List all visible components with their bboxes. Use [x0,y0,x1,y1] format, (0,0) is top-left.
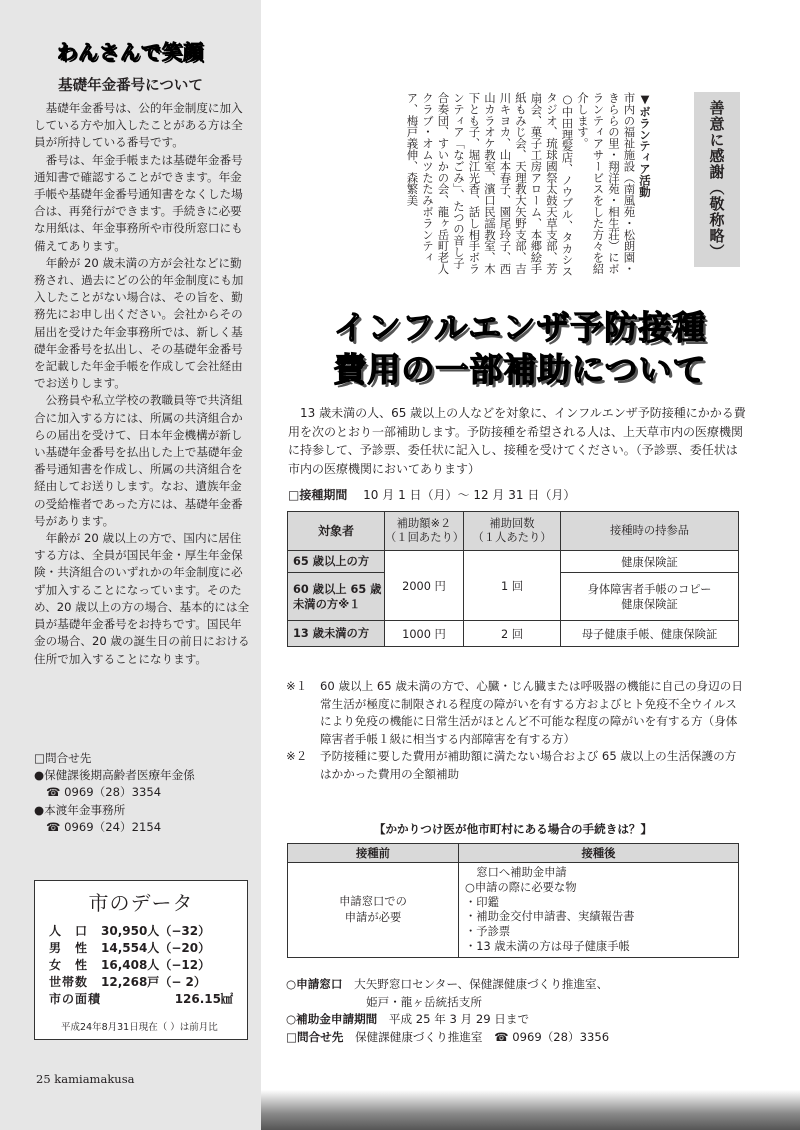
thanks-badge: 善意に感謝（敬称略） [694,92,740,267]
data-change: （−20） [159,941,211,955]
header-before: 接種前 [288,844,459,863]
procedure-after [459,863,739,958]
procedure-before: 申請窓口での 申請が必要 [288,863,459,958]
row-amount: 1000 円 [385,621,464,647]
data-label: 世帯数 [49,975,89,989]
city-data-row [49,957,233,974]
procedure-table-title: 【かかりつけ医が他市町村にある場合の手続きは？】 [373,822,653,836]
contact-org: ●保健課後期高齢者医療年金係 [34,768,195,783]
article-title-line: 費用の一部補助について [333,350,707,389]
article-title-line: インフルエンザ予防接種 [333,308,707,347]
sidebar-column [0,0,261,1130]
row-items: 身体障害者手帳のコピー 健康保険証 [561,573,739,621]
volunteer-heading: ▼ボランティア活動 [638,92,652,198]
footnotes [286,678,746,784]
header-count: 補助回数 （１人あたり） [464,512,561,551]
deadline-label: ○補助金申請期間 [286,1012,378,1027]
data-label: 人 口 [49,924,89,938]
procedure-step: ・補助金交付申請書、実績報告書 [465,910,635,924]
city-data-row [49,991,233,1008]
data-value: 30,950人 [101,924,160,938]
row-items: 母子健康手帳、健康保険証 [561,621,739,647]
footnote-mark: ※２ [286,749,308,764]
article-title [290,307,750,391]
table-row [288,621,739,647]
city-data-box [34,880,248,1040]
city-data-row [49,940,233,957]
sidebar-paragraph: 年齢が 20 歳未満の方が会社などに勤務され、過去にどの公的年金制度にも加入したことがない場合は、その旨を、勤務先にお申し出ください。会社からその届出を受けた年金事務所では、新しく基礎年金番号を払出し、その基礎年金番号を記載した年金手帳を作成して会社経由でお送りします。 [34,255,244,391]
sidebar-body [34,100,250,668]
procedure-table [287,843,739,958]
footnote [286,678,746,748]
vaccination-period [288,486,575,503]
city-data-row [49,974,233,991]
sidebar-paragraph: 公務員や私立学校の教職員等で共済組合に加入する方には、所属の共済組合からの届出を受けて、日本年金機構が新しい基礎年金番号を払出した上で基礎年金番号通知書を作成し、所属の共済組合を経由してお送りします。なお、遺族年金の受給権者であった方には、基礎年金番号があります。 [34,393,243,528]
row-target: 65 歳以上の方 [288,551,385,573]
row-items: 健康保険証 [561,551,739,573]
procedure-step: ・予診票 [465,925,511,939]
bottom-gradient-bar [261,1090,800,1130]
article-contact-row [286,1029,746,1047]
procedure-step: ・13 歳未満の方は母子健康手帳 [465,939,630,953]
sidebar-heading: 基礎年金番号について [58,78,203,94]
data-label: 市の面積 [49,992,102,1006]
header-items: 接種時の持参品 [561,512,739,551]
volunteer-paragraph: 市内の福祉施設（南風苑・松朗園・きららの里・翔洋苑・相生荘）にボランティアサービスをした方々を紹介します。 [576,92,637,275]
data-change: （−32） [159,924,211,938]
footnote-mark: ※１ [286,679,308,693]
data-change: （− 2） [159,975,206,989]
city-data-note: 平成24年8月31日現在（ ）は前月比 [61,1022,218,1033]
header-amount: 補助額※２ （１回あたり） [385,512,464,551]
period-value: 10 月 1 日（月）～ 12 月 31 日（月） [363,488,576,502]
application-office-row [286,976,746,994]
column-title: わんさんで笑顔 [57,40,204,64]
city-data-title: 市のデータ [88,891,194,915]
data-value: 16,408人 [101,958,160,972]
footnote-text: 60 歳以上 65 歳未満の方で、心臓・じん臓または呼吸器の機能に自己の身辺の日常生活が極度に制限される程度の障がいを有する方およびヒト免疫不全ウイルスにより免疫の機能に日常生活がほとんど不可能な程度の障がいを有する方（身体障害者手帳１級に相当する内部障害を有する方） [320,679,743,746]
row-target: 13 歳未満の方 [288,621,385,647]
row-amount: 2000 円 [385,551,464,621]
city-data-row [49,923,233,940]
volunteer-article [312,92,652,278]
table-header-row [288,844,739,863]
table-row [288,863,739,958]
footnote-text: 予防接種に要した費用が補助額に満たない場合および 65 歳以上の生活保護の方はかかった費用の全額補助 [320,749,737,781]
article-contact-label: □問合せ先 [286,1029,344,1044]
city-data-table [49,923,233,1008]
intro-paragraph: 13 歳未満の人、65 歳以上の人などを対象に、インフルエンザ予防接種にかかる費用を次のとおり一部補助します。予防接種を希望される人は、上天草市内の医療機関に持参して、予診票、委任状に記入し、接種を受けてください。（予診票、委任状は市内の医療機関においてあります） [288,406,746,476]
application-office-row2: 姫戸・龍ヶ岳統括支所 [366,994,482,1009]
procedure-step: 窓口へ補助金申請 [465,866,567,879]
sidebar-paragraph: 年齢が 20 歳以上の方で、国内に居住する方は、全員が国民年金・厚生年金保険・共済組合のいずれかの年金制度に必ず加入することになっています。そのため、20 歳以上の方の場合、基本的には全員が基礎年金番号をお持ちです。国民年金の場合、20 歳の誕生日の前日における住所で加入することになります。 [34,531,250,666]
row-count: 1 回 [464,551,561,621]
data-value: 12,268戸 [101,975,160,989]
procedure-step: ○申請の際に必要な物 [465,880,577,894]
sidebar-paragraph: 番号は、年金手帳または基礎年金番号通知書で確認することができます。年金手帳や基礎年金番号通知書をなくした場合は、再発行ができます。手続きに必要な用紙は、年金事務所や市役所窓口にも備えてあります。 [34,152,243,253]
contact-org: ●本渡年金事務所 [34,802,126,817]
deadline: 平成 25 年 3 月 29 日まで [388,1012,530,1027]
header-target: 対象者 [288,512,385,551]
footnote [286,748,746,783]
data-value: 14,554人 [101,941,160,955]
sidebar-contact [34,750,254,836]
contact-label: □問合せ先 [34,751,92,765]
sidebar-paragraph: 基礎年金番号は、公的年金制度に加入している方や加入したことがある方は全員が所持している番号です。 [34,101,243,150]
row-count: 2 回 [464,621,561,647]
data-label: 男 性 [49,941,89,955]
data-label: 女 性 [49,958,89,972]
application-info [286,976,746,1046]
procedure-step: ・印鑑 [465,895,499,909]
header-after: 接種後 [459,844,739,863]
table-header-row [288,512,739,551]
application-office-label: ○申請窓口 [286,977,343,991]
subsidy-table [287,511,739,647]
page-number: 25 kamiamakusa [36,1072,135,1086]
deadline-row [286,1011,746,1029]
data-value: 126.15㎢ [174,992,233,1006]
contact-tel: ☎ 0969（24）2154 [46,819,162,834]
application-office: 大矢野窓口センター、保健課健康づくり推進室、 [354,977,609,991]
volunteer-paragraph: ○中田理髪店、ノウブル、タカシスタジオ、琉球國祭太鼓天草支部、芳扇会、菓子工房アローム、本郷絵手紙もみじ会、天理教大矢野支部、吉川キヨカ、山本春子、園尾玲子、西山カラオケ教室、濱口民謡教室、木下とも子、堀江光香、話し相手ボランティア「なごみ」、たつの音し子合奏団、すいかの会、龍ヶ岳町老人クラブ・オムツたたみボランティア、梅戸義伸、森繁美 [405,92,575,277]
period-label: □接種期間 [288,488,348,502]
contact-tel: ☎ 0969（28）3354 [46,785,162,800]
article-contact: 保健課健康づくり推進室 ☎ 0969（28）3356 [354,1029,610,1044]
row-target: 60 歳以上 65 歳未満の方※１ [288,573,385,621]
article-intro [288,404,748,478]
table-row [288,551,739,573]
data-change: （−12） [159,958,211,972]
